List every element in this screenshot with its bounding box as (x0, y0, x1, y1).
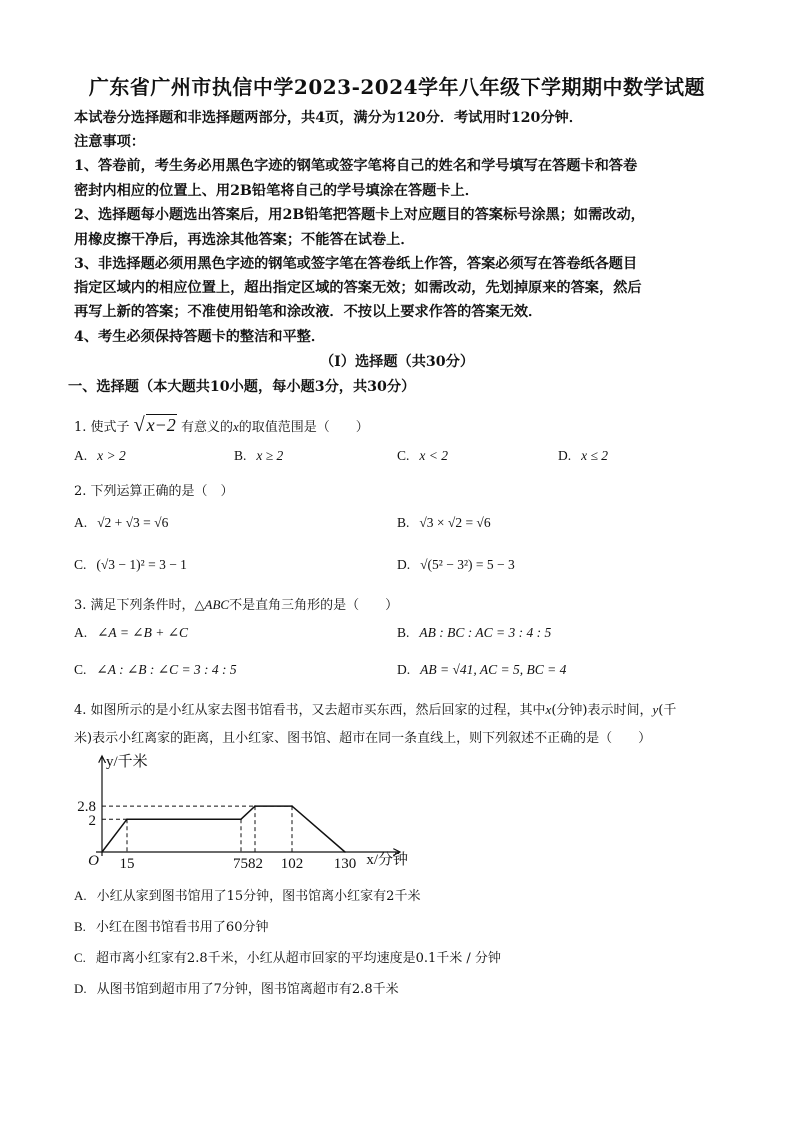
q4-option-c[interactable]: C. 超市离小红家有2.8千米，小红从超市回家的平均速度是0.1千米 / 分钟 (74, 950, 501, 966)
note-1a: 1、答卷前，考生务必用黑色字迹的钢笔或签字笔将自己的姓名和学号填写在答题卡和答卷 (74, 158, 638, 174)
note-3c: 再写上新的答案；不准使用铅笔和涂改液．不按以上要求作答的答案无效． (74, 304, 543, 320)
page-title: 广东省广州市执信中学2023-2024学年八年级下学期期中数学试题 (88, 75, 706, 99)
q4-stem-b: (分钟)表示时间， (551, 703, 653, 718)
q1-prefix: 1. 使式子 (74, 420, 130, 435)
q4-option-a[interactable]: A. 小红从家到图书馆用了15分钟，图书馆离小红家有2千米 (74, 888, 421, 904)
q2-option-d[interactable]: D. √(5² − 3²) = 5 − 3 (397, 557, 515, 572)
q2-option-b[interactable]: B. √3 × √2 = √6 (397, 515, 491, 530)
q4-y-var: y (652, 702, 659, 717)
note-3a: 3、非选择题必须用黑色字迹的钢笔或签字笔在答卷纸上作答，答案必须写在答卷纸各题目 (74, 256, 638, 272)
q3-stem-b: 不是直角三角形的是（ ） (229, 598, 399, 613)
y-tick-label: 2 (88, 813, 96, 830)
question-2: 2. 下列运算正确的是（ ） (74, 484, 234, 499)
note-1b: 密封内相应的位置上、用2B铅笔将自己的学号填涂在答题卡上． (74, 183, 479, 199)
note-2b: 用橡皮擦干净后，再选涂其他答案；不能答在试卷上． (74, 232, 415, 248)
q1-option-a[interactable]: A. x > 2 (74, 448, 126, 463)
distance-time-graph (70, 752, 430, 877)
section-heading: （I）选择题（共30分） (319, 354, 475, 370)
x-tick-label: 130 (333, 856, 357, 872)
data-point (126, 818, 128, 820)
q3-triangle: △ABC (194, 597, 230, 612)
q1-option-c[interactable]: C. x < 2 (397, 448, 448, 463)
y-tick-label: 2.8 (77, 799, 96, 816)
data-point (254, 805, 256, 807)
q1-option-b-text: x ≥ 2 (256, 448, 284, 463)
question-4-line-2: 米)表示小红离家的距离，且小红家、图书馆、超市在同一条直线上，则下列叙述不正确的是（ ） (74, 731, 652, 746)
q3-option-a[interactable]: A. ∠A = ∠B + ∠C (74, 625, 189, 640)
q1-option-c-text: x < 2 (419, 448, 448, 463)
q4-x-var: x (545, 702, 552, 717)
x-tick-label: 102 (280, 856, 304, 872)
q3-option-a-text: ∠A = ∠B + ∠C (97, 625, 189, 640)
q2-option-d-text: √(5² − 3²) = 5 − 3 (420, 557, 515, 572)
part-heading: 一、选择题（本大题共10小题，每小题3分，共30分） (68, 379, 416, 395)
data-point (291, 805, 293, 807)
q2-option-a-text: √2 + √3 = √6 (97, 515, 169, 530)
data-point (240, 818, 242, 820)
q4-option-d[interactable]: D. 从图书馆到超市用了7分钟，图书馆离超市有2.8千米 (74, 981, 399, 997)
q1-radicand: x−2 (146, 415, 176, 435)
notes-label: 注意事项： (74, 134, 145, 150)
note-2a: 2、选择题每小题选出答案后，用2B铅笔把答题卡上对应题目的答案标号涂黑；如需改动， (74, 207, 645, 223)
x-tick-label: 7582 (233, 856, 263, 872)
series-line (102, 806, 345, 852)
q1-var: x (232, 419, 239, 434)
q2-option-b-text: √3 × √2 = √6 (419, 515, 491, 530)
sqrt-icon: √ (133, 414, 145, 436)
q3-option-b[interactable]: B. AB : BC : AC = 3 : 4 : 5 (397, 625, 552, 640)
intro-line: 本试卷分选择题和非选择题两部分，共4页，满分为120分．考试用时120分钟． (74, 110, 583, 126)
q3-option-b-text: AB : BC : AC = 3 : 4 : 5 (419, 625, 552, 640)
q1-option-a-text: x > 2 (97, 448, 126, 463)
q2-option-a[interactable]: A. √2 + √3 = √6 (74, 515, 169, 530)
data-point (344, 851, 346, 853)
question-3 (74, 594, 398, 613)
q3-option-d[interactable]: D. AB = √41, AC = 5, BC = 4 (397, 662, 567, 677)
q4-option-d-text: 从图书馆到超市用了7分钟，图书馆离超市有2.8千米 (96, 982, 399, 997)
question-1 (74, 414, 369, 437)
q4-option-a-text: 小红从家到图书馆用了15分钟，图书馆离小红家有2千米 (96, 889, 421, 904)
x-tick-label: 15 (119, 856, 135, 872)
q4-stem-a: 4. 如图所示的是小红从家去图书馆看书，又去超市买东西，然后回家的过程，其中 (74, 703, 546, 718)
x-axis-label: x/分钟 (366, 852, 408, 868)
q4-option-b-text: 小红在图书馆看书用了60分钟 (95, 920, 269, 935)
note-4: 4、考生必须保持答题卡的整洁和平整． (74, 329, 326, 345)
q2-option-c-text: (√3 − 1)² = 3 − 1 (96, 557, 187, 572)
q1-option-b[interactable]: B. x ≥ 2 (234, 448, 284, 463)
q3-option-d-text: AB = √41, AC = 5, BC = 4 (420, 662, 567, 677)
q3-option-c[interactable]: C. ∠A : ∠B : ∠C = 3 : 4 : 5 (74, 662, 237, 677)
q4-option-b[interactable]: B. 小红在图书馆看书用了60分钟 (74, 919, 269, 935)
note-3b: 指定区域内的相应位置上，超出指定区域的答案无效；如需改动，先划掉原来的答案，然后 (74, 280, 642, 296)
q1-suffix2: 的取值范围是（ ） (238, 420, 369, 435)
q1-option-d[interactable]: D. x ≤ 2 (558, 448, 609, 463)
y-axis-label: y/千米 (106, 754, 148, 770)
q4-stem-c: (千 (658, 703, 677, 718)
origin-label: O (88, 853, 99, 869)
q1-option-d-text: x ≤ 2 (581, 448, 609, 463)
q3-option-c-text: ∠A : ∠B : ∠C = 3 : 4 : 5 (96, 662, 237, 677)
question-4-line-1 (74, 699, 676, 718)
q1-suffix: 有意义的 (180, 420, 233, 435)
data-point (101, 851, 103, 853)
q3-stem-a: 3. 满足下列条件时， (74, 598, 195, 613)
q4-option-c-text: 超市离小红家有2.8千米，小红从超市回家的平均速度是0.1千米 / 分钟 (95, 951, 501, 966)
q2-option-c[interactable]: C. (√3 − 1)² = 3 − 1 (74, 557, 187, 572)
